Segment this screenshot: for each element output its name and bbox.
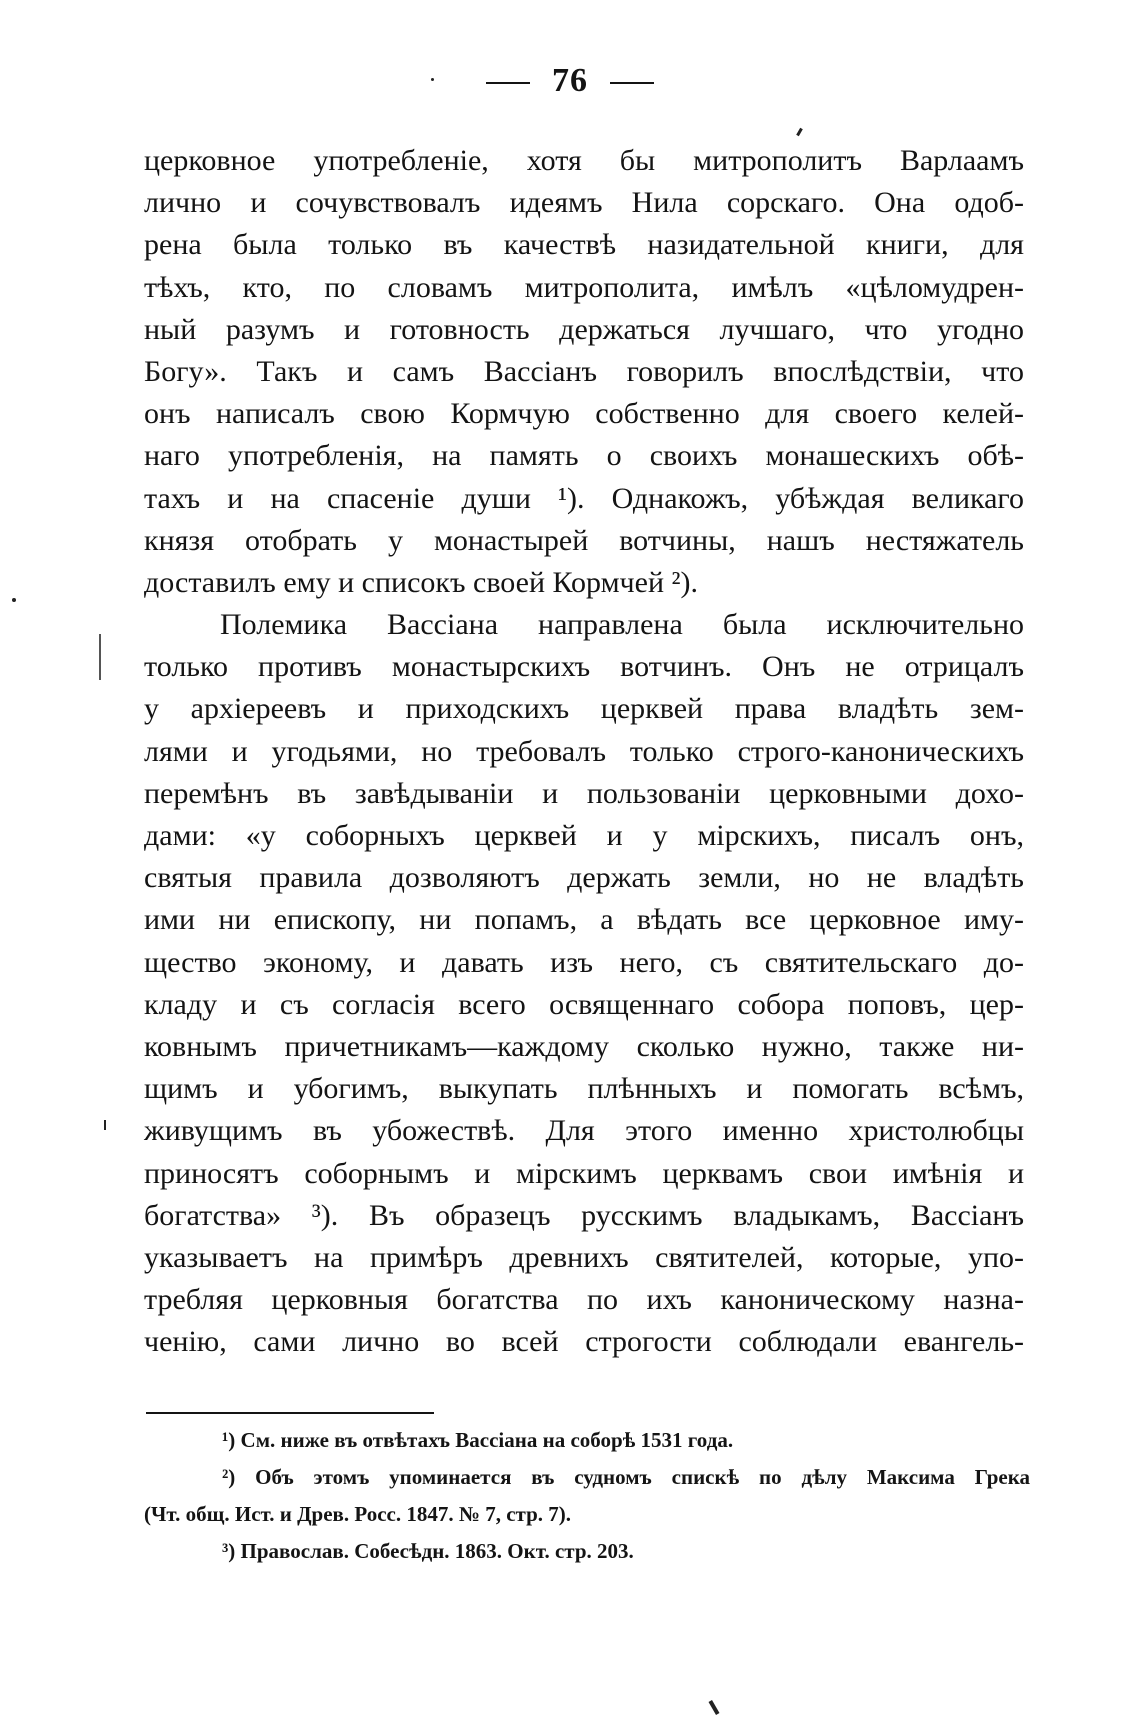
- text-line: щество эконому, и давать изъ него, съ святительскаго до-: [144, 945, 1024, 979]
- text-line: онъ написалъ свою Кормчую собственно для своего келей-: [144, 397, 1024, 431]
- text-line: требляя церковныя богатства по ихъ каноническому назна-: [144, 1283, 1024, 1317]
- scan-speck: [709, 1700, 720, 1715]
- footnote-2: ²) Объ этомъ упоминается въ судномъ спискѣ по дѣлу Максима Грека: [222, 1465, 1030, 1489]
- text-line: приносятъ соборнымъ и мірскимъ церквамъ свои имѣнія и: [144, 1156, 1024, 1190]
- header-dash-left: [486, 82, 530, 84]
- scan-speck: [796, 128, 803, 136]
- text-line: ими ни епископу, ни попамъ, а вѣдать все церковное иму-: [144, 903, 1024, 937]
- text-line: указываетъ на примѣръ древнихъ святителей, которые, упо-: [144, 1240, 1024, 1274]
- text-line: ный разумъ и готовность держаться лучшаго, что угодно: [144, 312, 1024, 346]
- text-line: тѣхъ, кто, по словамъ митрополита, имѣлъ «цѣломудрен-: [144, 270, 1024, 304]
- paragraph-2: [144, 604, 1024, 1363]
- text-line: ковнымъ причетникамъ—каждому сколько нужно, также ни-: [144, 1029, 1024, 1063]
- text-line: щимъ и убогимъ, выкупать плѣнныхъ и помогать всѣмъ,: [144, 1072, 1024, 1106]
- text-line: тахъ и на спасеніе души ¹). Однакожъ, убѣждая великаго: [144, 481, 1024, 515]
- footnote-divider: [146, 1412, 434, 1414]
- footnote-2-continued: (Чт. общ. Ист. и Древ. Росс. 1847. № 7, стр. 7).: [144, 1502, 572, 1526]
- text-line: кладу и съ согласія всего освященнаго собора поповъ, цер-: [144, 987, 1024, 1021]
- text-line: лями и угодьями, но требовалъ только строго-каноническихъ: [144, 734, 1024, 768]
- text-line: доставилъ ему и списокъ своей Кормчей ²).: [144, 565, 699, 599]
- scan-speck: [12, 598, 16, 602]
- scan-speck: [99, 634, 101, 680]
- text-line: дами: «у соборныхъ церквей и у мірскихъ, писалъ онъ,: [144, 819, 1024, 852]
- text-line: богатства» ³). Въ образецъ русскимъ владыкамъ, Вассіанъ: [144, 1198, 1024, 1232]
- footnote-3: ³) Православ. Собесѣдн. 1863. Окт. стр. 203.: [222, 1539, 634, 1563]
- header-dash-right: [610, 82, 654, 84]
- text-line: рена была только въ качествѣ назидательной книги, для: [144, 228, 1024, 262]
- text-line: Богу». Такъ и самъ Вассіанъ говорилъ впослѣдствіи, что: [144, 354, 1024, 388]
- text-line: князя отобрать у монастырей вотчины, нашъ нестяжатель: [144, 523, 1024, 557]
- footnote-1: ¹) См. ниже въ отвѣтахъ Вассіана на соборѣ 1531 года.: [222, 1428, 734, 1452]
- text-line: святыя правила дозволяютъ держать земли, но не владѣть: [144, 861, 1024, 895]
- text-line: лично и сочувствовалъ идеямъ Нила сорскаго. Она одоб-: [144, 186, 1024, 220]
- text-line: перемѣнъ въ завѣдываніи и пользованіи церковными дохо-: [144, 776, 1024, 810]
- text-line: Полемика Вассіана направлена была исключительно: [220, 608, 1024, 642]
- text-line: церковное употребленіе, хотя бы митрополитъ Варлаамъ: [144, 144, 1024, 177]
- page-header: [0, 62, 1140, 100]
- text-line: наго употребленія, на память о своихъ монашескихъ обѣ-: [144, 439, 1024, 473]
- paragraph-1: [144, 140, 1024, 604]
- text-line: живущимъ въ убожествѣ. Для этого именно христолюбцы: [144, 1114, 1024, 1148]
- text-line: ченію, сами лично во всей строгости соблюдали евангель-: [144, 1325, 1024, 1359]
- scan-speck: [104, 1120, 106, 1130]
- main-text: [144, 140, 1024, 1363]
- scan-speck: [431, 78, 434, 81]
- page-number: 76: [552, 62, 588, 99]
- text-line: у архіереевъ и приходскихъ церквей права владѣть зем-: [144, 692, 1024, 726]
- footnotes: [144, 1422, 1030, 1570]
- text-line: только противъ монастырскихъ вотчинъ. Онъ не отрицалъ: [144, 650, 1024, 684]
